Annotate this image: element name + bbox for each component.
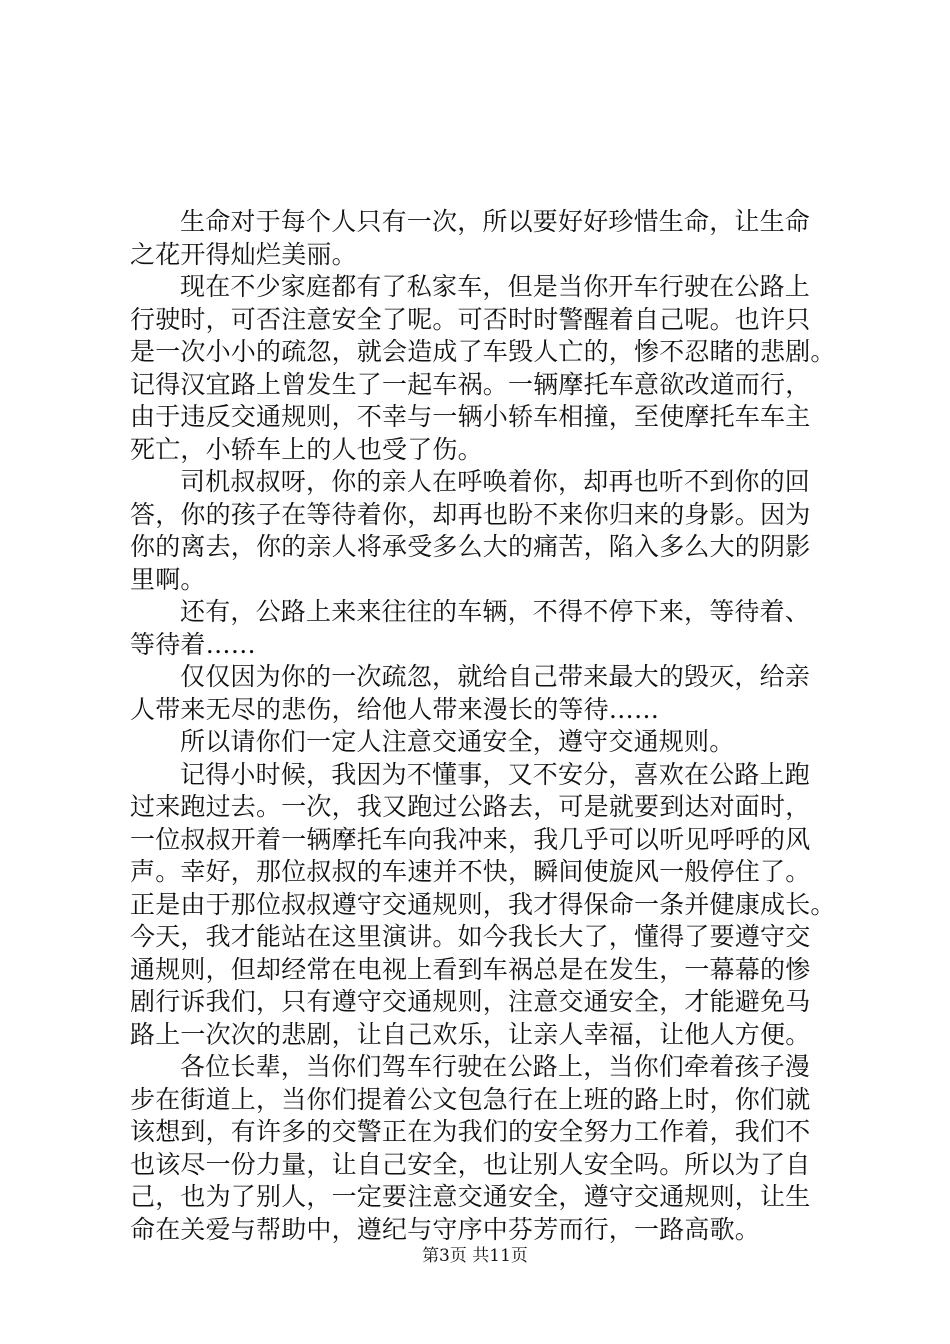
text-line: 剧行诉我们，只有遵守交通规则，注意交通安全，才能避免马 bbox=[130, 987, 811, 1016]
text-line: 司机叔叔呀，你的亲人在呼唤着你，却再也听不到你的回 bbox=[180, 467, 811, 496]
paragraph bbox=[130, 661, 830, 726]
text-line: 由于违反交通规则，不幸与一辆小轿车相撞，至使摩托车车主 bbox=[130, 402, 811, 431]
text-line: 己，也为了别人，一定要注意交通安全，遵守交通规则，让生 bbox=[130, 1182, 811, 1211]
text-line: 还有，公路上来来往往的车辆，不得不停下来，等待着、 bbox=[180, 597, 811, 626]
text-line: 人带来无尽的悲伤，给他人带来漫长的等待…… bbox=[130, 694, 660, 724]
text-line: 仅仅因为你的一次疏忽，就给自己带来最大的毁灭，给亲 bbox=[180, 662, 811, 691]
paragraph bbox=[130, 466, 830, 596]
text-line: 一位叔叔开着一辆摩托车向我冲来，我几乎可以听见呼呼的风 bbox=[130, 824, 811, 854]
text-line: 步在街道上，当你们提着公文包急行在上班的路上时，你们就 bbox=[130, 1084, 811, 1114]
text-line: 也该尽一份力量，让自己安全，也让别人安全吗。所以为了自 bbox=[130, 1149, 811, 1179]
text-line: 通规则，但却经常在电视上看到车祸总是在发生，一幕幕的惨 bbox=[130, 954, 811, 984]
text-line: 路上一次次的悲剧，让自己欢乐，让亲人幸福，让他人方便。 bbox=[130, 1019, 811, 1049]
text-line: 记得小时候，我因为不懂事，又不安分，喜欢在公路上跑 bbox=[180, 759, 811, 789]
text-line: 该想到，有许多的交警正在为我们的安全努力工作着，我们不 bbox=[130, 1117, 811, 1146]
paragraph bbox=[130, 1051, 830, 1246]
text-line: 里啊。 bbox=[130, 564, 206, 594]
document-body bbox=[130, 206, 836, 1246]
paragraph bbox=[130, 206, 830, 271]
text-line: 死亡，小轿车上的人也受了伤。 bbox=[130, 434, 483, 464]
text-line: 命在关爱与帮助中，遵纪与守序中芬芳而行，一路高歌。 bbox=[130, 1214, 761, 1244]
text-line: 各位长辈，当你们驾车行驶在公路上，当你们牵着孩子漫 bbox=[180, 1052, 811, 1081]
text-line: 之花开得灿烂美丽。 bbox=[130, 239, 357, 269]
paragraph bbox=[130, 271, 836, 466]
text-line: 声。幸好，那位叔叔的车速并不快，瞬间使旋风一般停住了。 bbox=[130, 857, 811, 886]
text-line: 记得汉宜路上曾发生了一起车祸。一辆摩托车意欲改道而行， bbox=[130, 369, 811, 399]
text-line: 正是由于那位叔叔遵守交通规则，我才得保命一条并健康成长。 bbox=[130, 889, 836, 919]
text-line: 答，你的孩子在等待着你，却再也盼不来你归来的身影。因为 bbox=[130, 499, 811, 529]
paragraph bbox=[130, 596, 830, 661]
text-line: 今天，我才能站在这里演讲。如今我长大了，懂得了要遵守交 bbox=[130, 922, 811, 951]
paragraph bbox=[130, 759, 836, 1052]
text-line: 行驶时，可否注意安全了呢。可否时时警醒着自己呢。也许只 bbox=[130, 304, 811, 334]
text-line: 等待着…… bbox=[130, 629, 257, 659]
text-line: 过来跑过去。一次，我又跑过公路去，可是就要到达对面时， bbox=[130, 792, 811, 821]
text-line: 生命对于每个人只有一次，所以要好好珍惜生命，让生命 bbox=[180, 207, 811, 236]
text-line: 所以请你们一定人注意交通安全，遵守交通规则。 bbox=[180, 727, 735, 756]
page-footer: 第3页 共11页 bbox=[422, 1246, 528, 1266]
paragraph bbox=[130, 726, 830, 759]
text-line: 现在不少家庭都有了私家车，但是当你开车行驶在公路上 bbox=[180, 272, 811, 301]
text-line: 是一次小小的疏忽，就会造成了车毁人亡的，惨不忍睹的悲剧。 bbox=[130, 337, 836, 366]
text-line: 你的离去，你的亲人将承受多么大的痛苦，陷入多么大的阴影 bbox=[130, 532, 811, 561]
